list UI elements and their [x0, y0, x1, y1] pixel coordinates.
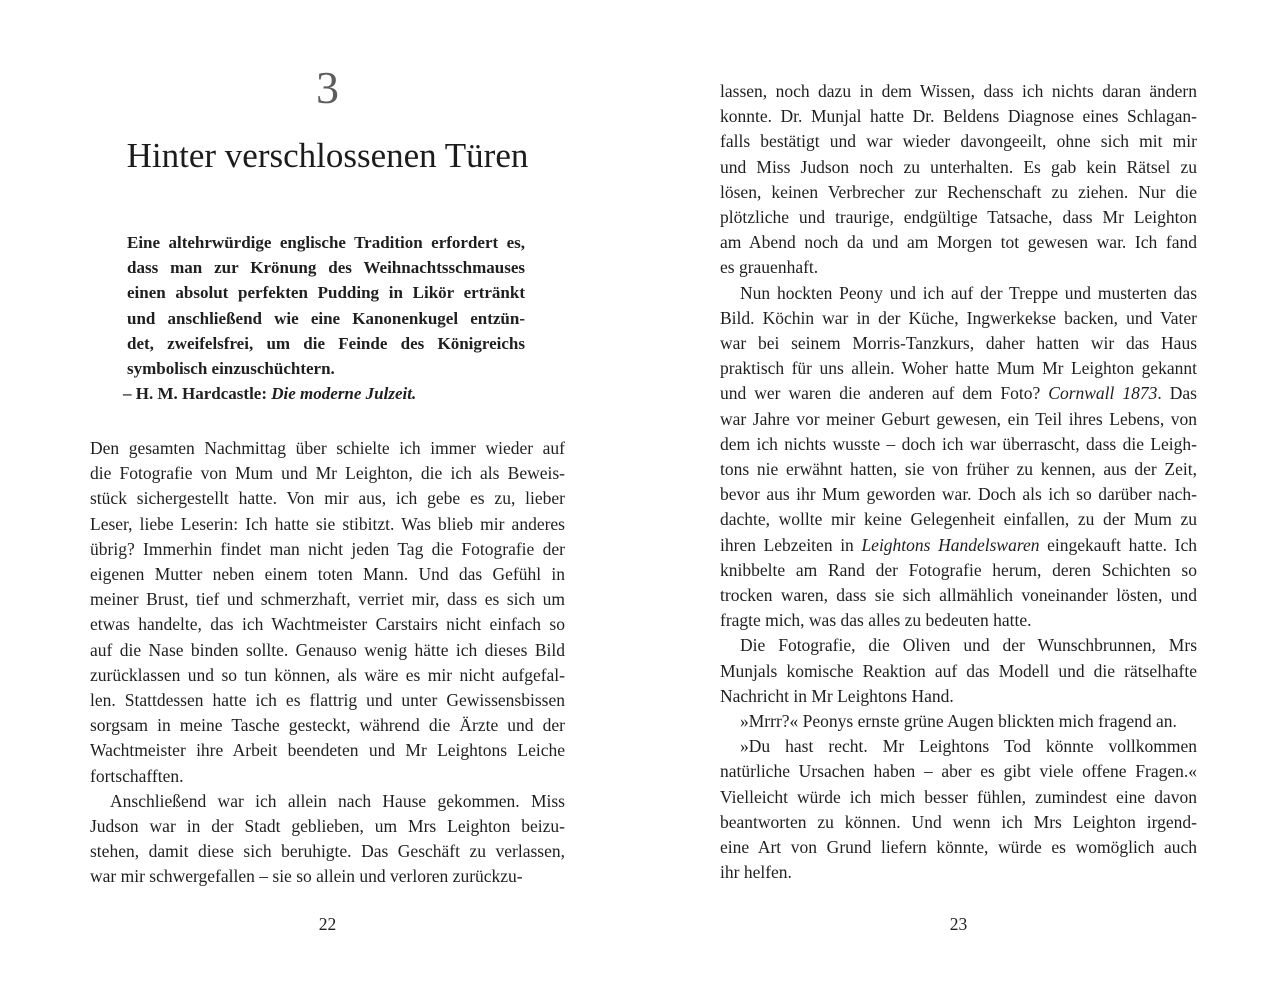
text-line: lösen, keinen Verbrecher zur Rechenschaft zu ziehen. Nur die [720, 181, 1197, 202]
text-line: symbolisch einzuschüchtern. [127, 359, 335, 379]
text-line: und wer waren die anderen auf dem Foto? Cornwall 1873. Das [720, 383, 1197, 404]
text-line: Wachtmeister ihre Arbeit beendeten und Mr Leightons Leiche [90, 740, 565, 761]
text-line: fragte mich, was das alles zu bedeuten hatte. [720, 610, 1032, 631]
right-page-body [720, 79, 1197, 886]
text-line: eine Art von Grund liefern könnte, würde es womöglich auch [720, 837, 1197, 858]
paragraph [720, 79, 1197, 281]
chapter-title: Hinter verschlossenen Türen [126, 136, 529, 175]
paragraph [720, 734, 1197, 885]
text-line: stehen, damit diese sich beruhigte. Das Geschäft zu verlassen, [90, 841, 565, 862]
text-line: war mir schwergefallen – sie so allein und verloren zurückzu- [90, 866, 523, 887]
right-page-number: 23 [949, 914, 968, 934]
text-line: ihren Lebzeiten in Leightons Handelswaren eingekauft hatte. Ich [720, 534, 1197, 555]
text-line: war bei seinem Morris-Tanzkurs, daher hatten wir das Haus [720, 333, 1197, 354]
text-line: »Du hast recht. Mr Leightons Tod könnte vollkommen [740, 736, 1197, 757]
text-line: ihr helfen. [720, 862, 792, 883]
text-line: Die Fotografie, die Oliven und der Wunschbrunnen, Mrs [740, 635, 1197, 656]
text-line: einen absolut perfekten Pudding in Likör ertränkt [127, 283, 525, 303]
text-line: det, zweifelsfrei, um die Feinde des Königreichs [127, 333, 525, 353]
text-line: Eine altehrwürdige englische Tradition erfordert es, [127, 233, 525, 252]
left-page [90, 0, 565, 1000]
text-line: Vielleicht würde ich mich besser fühlen, zumindest eine davon [720, 786, 1197, 807]
text-line: trocken waren, dass sie sich allmählich voneinander lösten, und [720, 585, 1197, 606]
text-line: konnte. Dr. Munjal hatte Dr. Beldens Diagnose eines Schlagan- [720, 106, 1197, 127]
text-line: Leser, liebe Leserin: Ich hatte sie stibitzt. Was blieb mir anderes [90, 513, 565, 534]
text-line: Judson war in der Stadt geblieben, um Mrs Leighton beizu- [90, 816, 565, 837]
text-line: natürliche Ursachen haben – aber es gibt viele offene Fragen.« [720, 761, 1197, 782]
text-line: auf die Nase binden sollte. Genauso wenig hätte ich dieses Bild [90, 639, 565, 660]
text-line: und anschließend wie eine Kanonenkugel entzün- [127, 308, 525, 328]
left-page-number: 22 [318, 914, 337, 934]
text-line: es grauenhaft. [720, 257, 819, 278]
text-line: eigenen Mutter neben einem toten Mann. Und das Gefühl in [90, 564, 565, 585]
text-line: Bild. Köchin war in der Küche, Ingwerkekse backen, und Vater [720, 307, 1197, 328]
text-line: Anschließend war ich allein nach Hause gekommen. Miss [110, 790, 565, 811]
text-line: Nun hockten Peony und ich auf der Treppe und musterten das [740, 282, 1197, 303]
text-line: die Fotografie von Mum und Mr Leighton, die ich als Beweis- [90, 463, 565, 484]
text-line: beantworten zu können. Und wenn ich Mrs Leighton irgend- [720, 811, 1197, 832]
text-line: Munjals komische Reaktion auf das Modell und die rätselhafte [720, 660, 1197, 681]
text-line: war Jahre vor meiner Geburt gewesen, ein Teil ihres Lebens, von [720, 408, 1197, 429]
text-line: praktisch für uns allein. Woher hatte Mum Mr Leighton gekannt [720, 358, 1197, 379]
text-line: meiner Brust, tief und schmerzhaft, verriet mir, dass es sich um [90, 589, 565, 610]
paragraph [720, 633, 1197, 709]
epigraph [127, 230, 525, 381]
text-line: Den gesamten Nachmittag über schielte ich immer wieder auf [90, 438, 565, 458]
epigraph-attribution: – H. M. Hardcastle: Die moderne Julzeit. [123, 384, 417, 403]
text-line: falls bestätigt und war wieder davongeeilt, ohne sich mit mir [720, 131, 1197, 152]
text-line: »Mrrr?« Peonys ernste grüne Augen blickten mich fragend an. [740, 711, 1177, 732]
text-line: knibbelte am Rand der Fotografie herum, deren Schichten so [720, 559, 1197, 580]
text-line: dass man zur Krönung des Weihnachtsschmauses [127, 258, 525, 278]
text-line: Nachricht in Mr Leightons Hand. [720, 685, 954, 706]
text-line: etwas handelte, das ich Wachtmeister Carstairs nicht einfach so [90, 614, 565, 635]
text-line: dachte, wollte mir keine Gelegenheit einfallen, zu der Mum zu [720, 509, 1197, 530]
paragraph [90, 789, 565, 890]
text-line: am Abend noch da und am Morgen tot gewesen war. Ich fand [720, 232, 1197, 253]
text-line: fortschafften. [90, 765, 184, 786]
left-page-body [90, 436, 565, 890]
text-line: tons nie erwähnt hatten, sie von früher zu kennen, aus der Zeit, [720, 459, 1197, 480]
right-page [720, 0, 1197, 1000]
text-line: lassen, noch dazu in dem Wissen, dass ich nichts daran ändern [720, 81, 1197, 101]
text-line: stück sichergestellt hatte. Von mir aus, ich gebe es zu, lieber [90, 488, 565, 509]
text-line: übrig? Immerhin findet man nicht jeden Tag die Fotografie der [90, 538, 565, 559]
text-line: und Miss Judson noch zu unterhalten. Es gab kein Rätsel zu [720, 156, 1197, 177]
chapter-number: 3 [316, 62, 339, 113]
text-line: plötzliche und traurige, endgültige Tatsache, dass Mr Leighton [720, 207, 1197, 228]
text-line: dem ich nichts wusste – doch ich war überrascht, dass die Leigh- [720, 433, 1197, 454]
text-line: zurücklassen und so tun können, als wäre es mir nicht aufgefal- [90, 664, 565, 685]
text-line: bevor aus ihr Mum geworden war. Doch als ich so darüber nach- [720, 484, 1197, 505]
paragraph [720, 709, 1197, 734]
paragraph [720, 281, 1197, 634]
paragraph [90, 436, 565, 789]
text-line: len. Stattdessen hatte ich es flattrig und unter Gewissensbissen [90, 690, 565, 711]
text-line: sorgsam in meine Tasche gesteckt, während die Ärzte und der [90, 715, 565, 736]
